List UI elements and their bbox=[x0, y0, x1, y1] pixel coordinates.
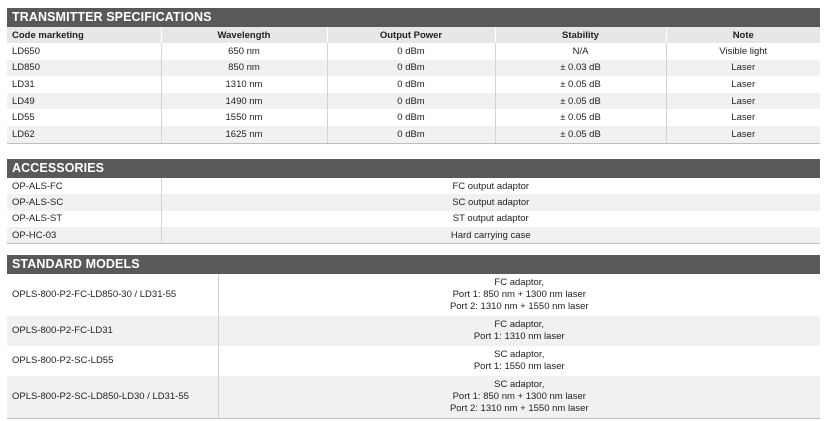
table-row bbox=[7, 178, 820, 194]
transmitter-title: TRANSMITTER SPECIFICATIONS bbox=[7, 8, 820, 27]
code-cell: LD49 bbox=[7, 93, 161, 110]
code-cell: LD62 bbox=[7, 126, 161, 143]
accessories-table bbox=[7, 178, 820, 244]
accessories-title: ACCESSORIES bbox=[7, 159, 820, 178]
wavelength-cell: 850 nm bbox=[161, 60, 327, 77]
note-cell: Laser bbox=[666, 60, 820, 77]
wavelength-cell: 1550 nm bbox=[161, 109, 327, 126]
output-power-cell: 0 dBm bbox=[327, 126, 495, 143]
model-desc-line: Port 2: 1310 nm + 1550 nm laser bbox=[449, 403, 589, 414]
table-row bbox=[7, 346, 820, 376]
model-desc-line: FC adaptor, bbox=[494, 319, 545, 330]
transmitter-table bbox=[7, 27, 820, 144]
model-code-cell: OPLS-800-P2-FC-LD31 bbox=[7, 316, 218, 346]
note-cell: Laser bbox=[666, 93, 820, 110]
table-row bbox=[7, 109, 820, 126]
table-row bbox=[7, 60, 820, 77]
table-row bbox=[7, 43, 820, 60]
wavelength-cell: 1310 nm bbox=[161, 76, 327, 93]
col-header-note: Note bbox=[666, 27, 820, 43]
model-code-cell: OPLS-800-P2-SC-LD850-LD30 / LD31-55 bbox=[7, 376, 218, 419]
stability-cell: ± 0.05 dB bbox=[495, 126, 666, 143]
model-desc-cell bbox=[218, 274, 820, 316]
model-code-cell: OPLS-800-P2-FC-LD850-30 / LD31-55 bbox=[12, 289, 177, 300]
stability-cell: ± 0.05 dB bbox=[495, 93, 666, 110]
accessory-desc-cell: SC output adaptor bbox=[161, 194, 820, 210]
model-desc-cell bbox=[218, 376, 820, 419]
code-cell: LD31 bbox=[12, 78, 35, 90]
stability-cell: N/A bbox=[495, 43, 666, 60]
note-cell: Laser bbox=[666, 126, 820, 143]
standard-models-title: STANDARD MODELS bbox=[7, 255, 820, 274]
table-row bbox=[7, 376, 820, 419]
wavelength-cell: 1490 nm bbox=[161, 93, 327, 110]
table-row bbox=[7, 93, 820, 110]
model-desc-line: SC adaptor, bbox=[494, 349, 545, 360]
col-header-wavelength: Wavelength bbox=[161, 27, 327, 43]
model-desc-line: Port 2: 1310 nm + 1550 nm laser bbox=[449, 301, 589, 312]
code-cell: LD650 bbox=[12, 45, 40, 57]
model-desc-cell bbox=[218, 346, 820, 376]
model-desc-line: SC adaptor, bbox=[494, 379, 545, 390]
model-desc-line: Port 1: 1550 nm laser bbox=[473, 361, 565, 372]
accessories-section bbox=[7, 159, 820, 244]
col-header-code: Code marketing bbox=[7, 27, 161, 43]
accessory-code-cell: OP-ALS-ST bbox=[12, 213, 63, 225]
transmitter-section bbox=[7, 8, 820, 144]
accessory-desc-cell: Hard carrying case bbox=[161, 227, 820, 244]
accessory-desc-cell: FC output adaptor bbox=[161, 178, 820, 194]
stability-cell: ± 0.05 dB bbox=[495, 76, 666, 93]
table-row bbox=[7, 211, 820, 227]
wavelength-cell: 650 nm bbox=[161, 43, 327, 60]
col-header-output-power: Output Power bbox=[327, 27, 495, 43]
note-cell: Laser bbox=[666, 109, 820, 126]
model-desc-cell bbox=[218, 316, 820, 346]
stability-cell: ± 0.03 dB bbox=[495, 60, 666, 77]
model-desc-line: FC adaptor, bbox=[494, 277, 545, 288]
table-row bbox=[7, 274, 820, 316]
output-power-cell: 0 dBm bbox=[327, 43, 495, 60]
output-power-cell: 0 dBm bbox=[327, 109, 495, 126]
accessory-code-cell: OP-HC-03 bbox=[7, 227, 161, 244]
table-row bbox=[7, 126, 820, 143]
model-desc-line: Port 1: 1310 nm laser bbox=[473, 331, 565, 342]
code-cell: LD850 bbox=[7, 60, 161, 77]
table-row bbox=[7, 227, 820, 244]
model-code-cell: OPLS-800-P2-SC-LD55 bbox=[12, 355, 114, 366]
wavelength-cell: 1625 nm bbox=[161, 126, 327, 143]
accessory-code-cell: OP-ALS-FC bbox=[12, 180, 63, 192]
col-header-stability: Stability bbox=[495, 27, 666, 43]
accessory-desc-cell: ST output adaptor bbox=[161, 211, 820, 227]
table-row bbox=[7, 194, 820, 210]
standard-models-table bbox=[7, 274, 820, 419]
output-power-cell: 0 dBm bbox=[327, 60, 495, 77]
table-row bbox=[7, 76, 820, 93]
output-power-cell: 0 dBm bbox=[327, 76, 495, 93]
transmitter-header-row bbox=[7, 27, 820, 43]
model-desc-line: Port 1: 850 nm + 1300 nm laser bbox=[452, 391, 586, 402]
note-cell: Laser bbox=[666, 76, 820, 93]
output-power-cell: 0 dBm bbox=[327, 93, 495, 110]
stability-cell: ± 0.05 dB bbox=[495, 109, 666, 126]
table-row bbox=[7, 316, 820, 346]
standard-models-section bbox=[7, 255, 820, 419]
model-desc-line: Port 1: 850 nm + 1300 nm laser bbox=[452, 289, 586, 300]
note-cell: Visible light bbox=[666, 43, 820, 60]
accessory-code-cell: OP-ALS-SC bbox=[7, 194, 161, 210]
code-cell: LD55 bbox=[12, 112, 35, 124]
